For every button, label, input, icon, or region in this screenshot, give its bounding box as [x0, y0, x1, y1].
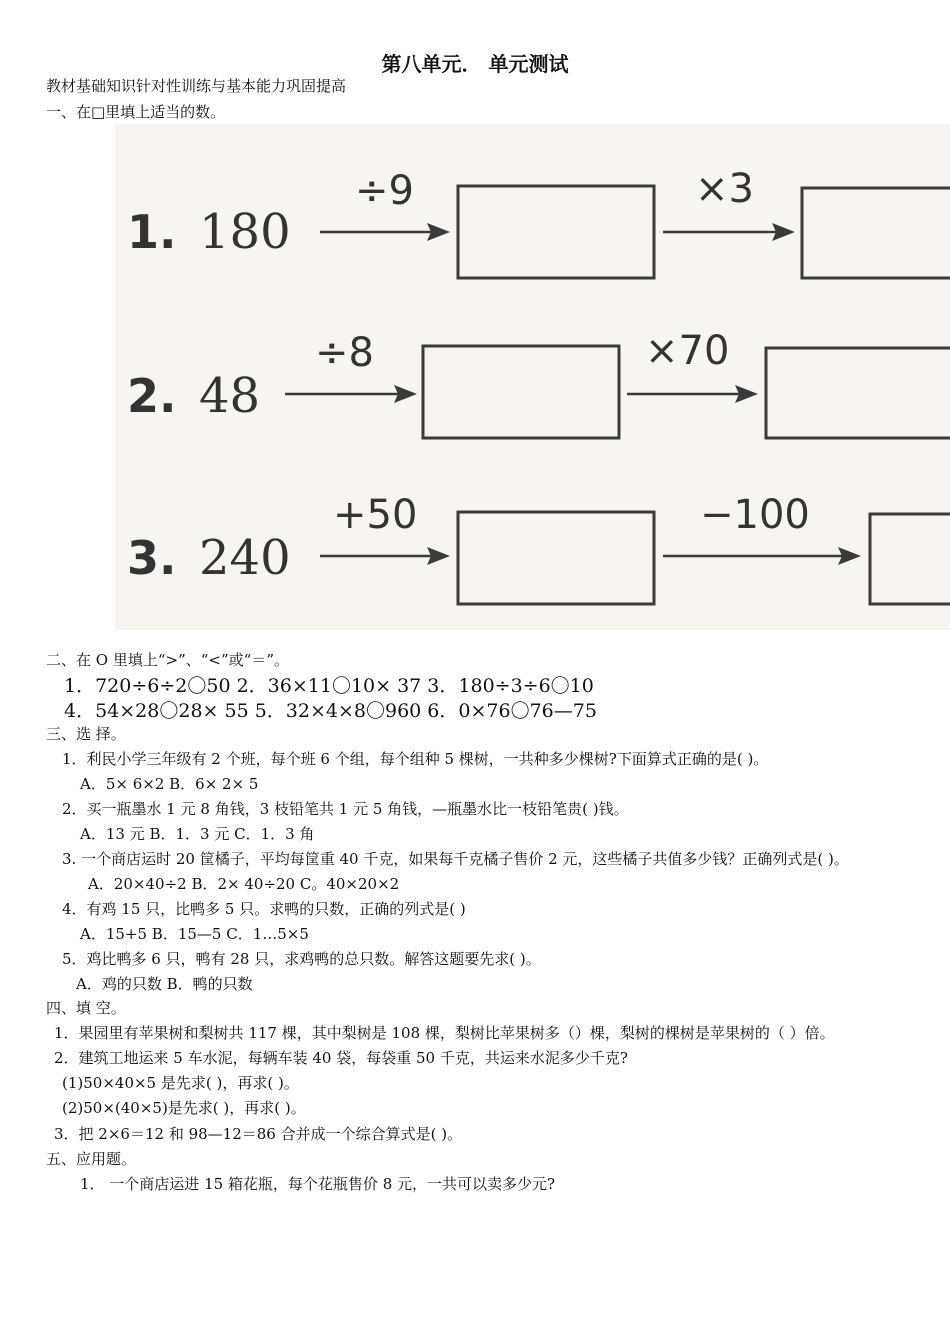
compare-line-1: 1．720÷6÷2〇50 2．36×11〇10× 37 3．180÷3÷6〇10: [64, 675, 594, 697]
section5-heading: 五、应用题。: [46, 1150, 137, 1168]
start-number: 240: [199, 530, 291, 586]
choice-question-5: 5．鸡比鸭多 6 只，鸭有 28 只，求鸡鸭的总只数。解答这题要先求( )。: [62, 950, 541, 968]
fill-question-3: 3．把 2×6＝12 和 98—12＝86 合并成一个综合算式是( )。: [54, 1125, 463, 1143]
choice-options-2: A．13 元 B．1．3 元 C．1．3 角: [80, 825, 315, 843]
exercise-row-2: [127, 328, 950, 438]
start-number: 48: [199, 368, 261, 424]
operation-1: ÷9: [355, 168, 414, 214]
choice-options-5: A．鸡的只数 B．鸭的只数: [76, 975, 253, 993]
operation-2: −100: [700, 492, 810, 538]
section4-heading: 四、填 空。: [46, 999, 126, 1017]
compare-line-2: 4．54×28〇28× 55 5．32×4×8〇960 6．0×76〇76—75: [64, 700, 597, 722]
row-label: 2.: [127, 369, 177, 423]
fill-in-boxes-figure: [115, 124, 950, 630]
operation-1: +50: [333, 492, 418, 538]
answer-box[interactable]: [766, 348, 950, 438]
fill-question-2: 2．建筑工地运来 5 车水泥，每辆车装 40 袋，每袋重 50 千克，共运来水泥多少千克?: [54, 1049, 628, 1067]
answer-box[interactable]: [458, 512, 654, 604]
row-label: 1.: [127, 205, 177, 259]
answer-box[interactable]: [423, 346, 619, 438]
page-title: 第八单元． 单元测试: [381, 52, 569, 76]
operation-2: ×70: [645, 328, 730, 374]
choice-question-2: 2．买一瓶墨水 1 元 8 角钱，3 枝铅笔共 1 元 5 角钱，—瓶墨水比一枝铅笔贵( )钱。: [62, 800, 629, 818]
fill-question-1: 1．果园里有苹果树和梨树共 117 棵，其中梨树是 108 棵，梨树比苹果树多（）棵，梨树的棵树是苹果树的（ ）倍。: [54, 1024, 835, 1042]
section2-heading: 二、在 O 里填上“>”、“<”或“＝”。: [46, 651, 289, 669]
word-problem-1: 1． 一个商店运进 15 箱花瓶，每个花瓶售价 8 元，一共可以卖多少元?: [80, 1175, 556, 1193]
choice-options-4: A．15+5 B．15—5 C．1…5×5: [80, 925, 309, 943]
answer-box[interactable]: [458, 186, 654, 278]
subtitle: 教材基础知识针对性训练与基本能力巩固提高: [46, 77, 347, 95]
choice-question-3: 3. 一个商店运时 20 筐橘子，平均每筐重 40 千克，如果每千克橘子售价 2 元，这些橘子共值多少钱？正确列式是( )。: [62, 850, 849, 868]
operation-1: ÷8: [315, 330, 374, 376]
answer-box[interactable]: [870, 514, 950, 604]
section3-heading: 三、选 择。: [46, 725, 126, 743]
answer-box[interactable]: [802, 188, 950, 278]
fill-question-2b: (2)50×(40×5)是先求( )，再求( )。: [62, 1099, 306, 1117]
start-number: 180: [199, 204, 291, 260]
section1-heading: 一、在□里填上适当的数。: [46, 103, 226, 121]
fill-question-2a: (1)50×40×5 是先求( )，再求( )。: [62, 1074, 299, 1092]
choice-options-3: A．20×40÷2 B．2× 40÷20 C。40×20×2: [88, 875, 400, 893]
choice-question-1: 1．利民小学三年级有 2 个班，每个班 6 个组，每个组种 5 棵树，一共种多少棵树?下面算式正确的是( )。: [62, 750, 769, 768]
row-label: 3.: [127, 531, 177, 585]
choice-options-1: A．5× 6×2 B．6× 2× 5: [80, 775, 259, 793]
operation-2: ×3: [695, 166, 754, 212]
choice-question-4: 4．有鸡 15 只，比鸭多 5 只。求鸭的只数，正确的列式是( ): [62, 900, 466, 918]
exercise-row-3: [127, 492, 950, 604]
exercise-row-1: [127, 166, 950, 278]
